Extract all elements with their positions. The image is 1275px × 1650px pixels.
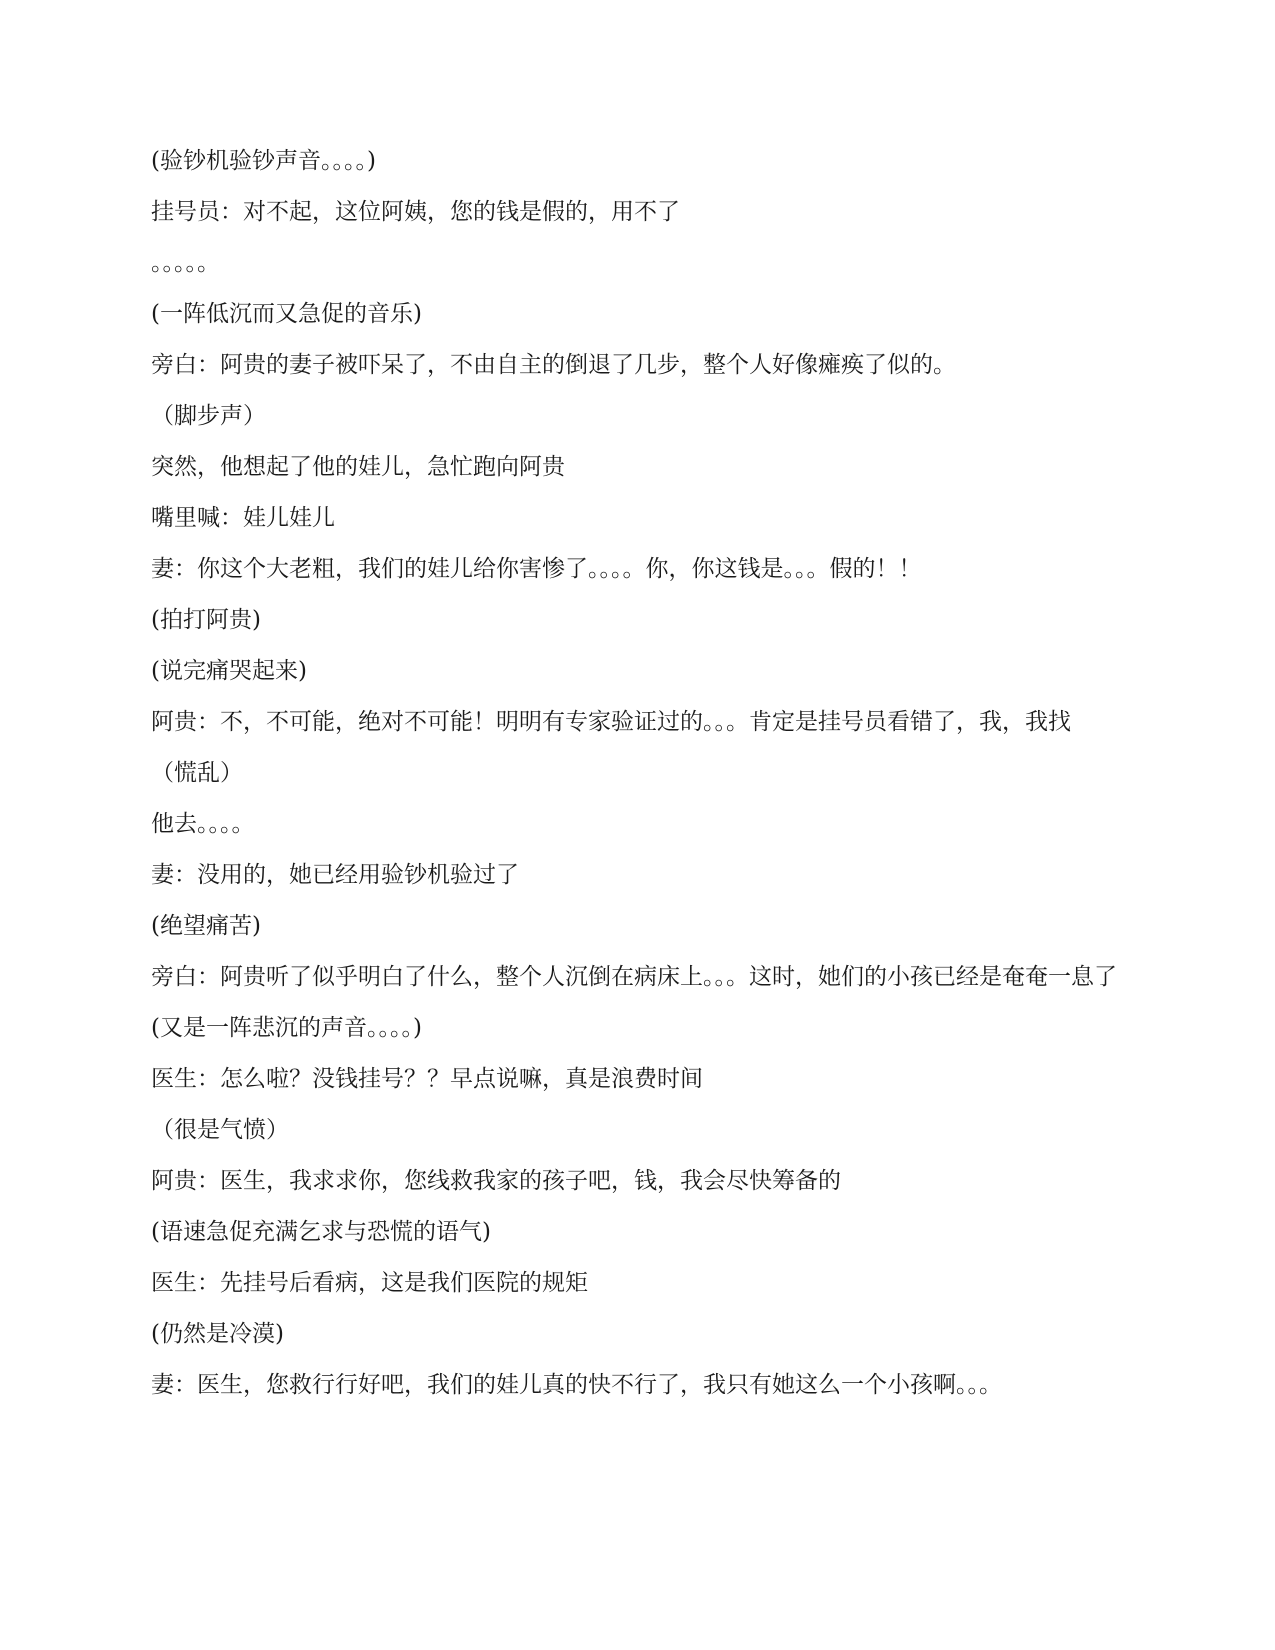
script-line: 旁白：阿贵的妻子被吓呆了，不由自主的倒退了几步，整个人好像瘫痪了似的。 [151, 352, 956, 378]
script-line: （脚步声） [151, 403, 266, 429]
script-line: (验钞机验钞声音。。。。) [151, 148, 376, 174]
script-line: (说完痛哭起来) [151, 658, 307, 684]
script-line: 阿贵：医生，我求求你，您线救我家的孩子吧，钱，我会尽快筹备的 [151, 1168, 841, 1194]
script-line: 他去。。。。 [151, 811, 255, 837]
script-line: 挂号员：对不起，这位阿姨，您的钱是假的，用不了 [151, 199, 680, 225]
script-text [151, 146, 1131, 1421]
script-line: (绝望痛苦) [151, 913, 261, 939]
script-line: 突然，他想起了他的娃儿，急忙跑向阿贵 [151, 454, 565, 480]
script-line: (语速急促充满乞求与恐慌的语气) [151, 1219, 491, 1245]
script-line: 嘴里喊：娃儿娃儿 [151, 505, 335, 531]
script-line: 妻：没用的，她已经用验钞机验过了 [151, 862, 519, 888]
script-line: (拍打阿贵) [151, 607, 261, 633]
script-line: (又是一阵悲沉的声音。。。。) [151, 1015, 422, 1041]
script-line: （很是气愤） [151, 1117, 289, 1143]
script-line: 妻：医生，您救行行好吧，我们的娃儿真的快不行了，我只有她这么一个小孩啊。。。 [151, 1372, 1002, 1398]
script-line: 旁白：阿贵听了似乎明白了什么，整个人沉倒在病床上。。。这时，她们的小孩已经是奄奄一息了 [151, 964, 1117, 990]
script-line: 妻：你这个大老粗，我们的娃儿给你害惨了。。。。你，你这钱是。。。假的！！ [151, 556, 922, 582]
script-line: (一阵低沉而又急促的音乐) [151, 301, 422, 327]
script-line: 阿贵：不，不可能，绝对不可能！明明有专家验证过的。。。肯定是挂号员看错了，我，我找 [151, 709, 1071, 735]
script-line: (仍然是冷漠) [151, 1321, 284, 1347]
script-line: 。。。。。 [151, 250, 220, 276]
script-line: 医生：先挂号后看病，这是我们医院的规矩 [151, 1270, 588, 1296]
script-line: 医生：怎么啦？没钱挂号？？早点说嘛，真是浪费时间 [151, 1066, 703, 1092]
script-line: （慌乱） [151, 760, 243, 786]
